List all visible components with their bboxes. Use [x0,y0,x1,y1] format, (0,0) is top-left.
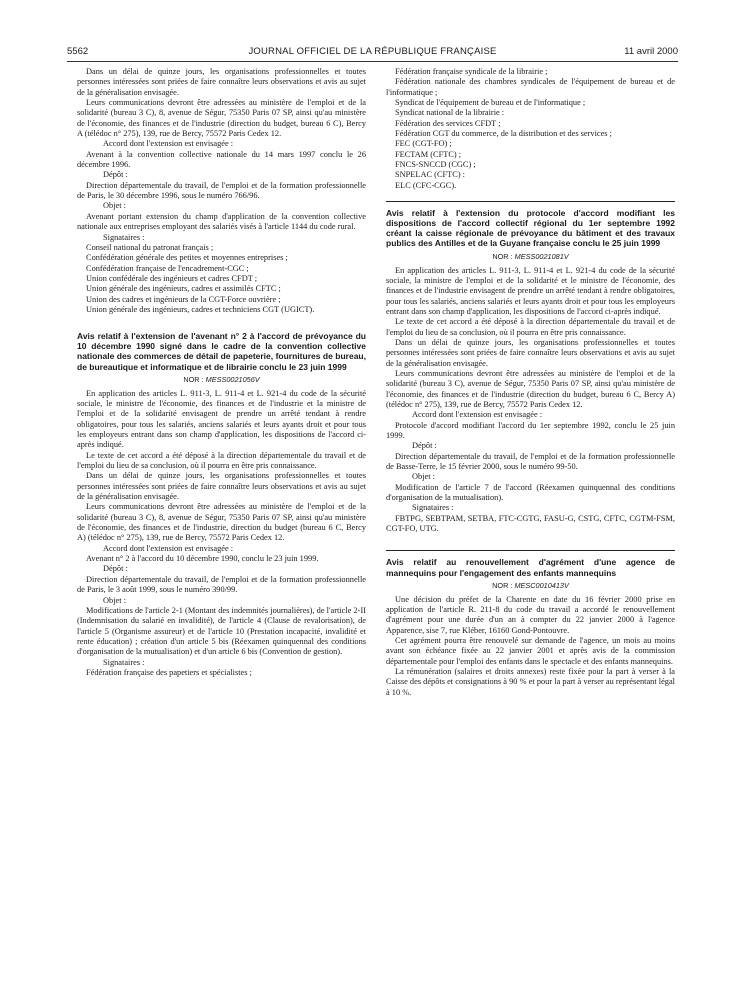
section-rule [386,201,675,202]
nor-label: NOR : [492,580,513,590]
paragraph: Modification de l'article 7 de l'accord (Réexamen quinquennal des conditions d'organisation de la mutualisation). [386,482,675,503]
nor-label: NOR : [183,374,204,384]
list-item: Union des cadres et ingénieurs de la CGT-Force ouvrière ; [86,294,281,304]
list-item: FEC (CGT-FO) ; [395,139,452,149]
nor-reference [386,252,675,262]
subheading: Signataires : [103,232,145,242]
list-item: Confédération générale des petites et moyennes entreprises ; [86,253,288,263]
nor-label: NOR : [492,251,513,261]
paragraph: La rémunération (salaires et droits annexes) reste fixée pour la part à verser à la Caisse des dépôts et consignations à 90 % et pour la part à verser au représentant légal à 10 %. [386,667,675,697]
paragraph: Dans un délai de quinze jours, les organisations professionnelles et toutes personnes intéressées sont priées de faire connaître leurs observations et avis au sujet de la généralisation envisagée. [386,337,675,368]
nor-code: MESS0021081V [514,251,569,261]
subheading: Dépôt : [412,441,437,451]
issue-date: 11 avril 2000 [624,46,678,57]
section-rule [386,550,675,551]
paragraph: Direction départementale du travail, de l'emploi et de la formation professionnelle de Basse-Terre, le 15 février 2000, sous le numéro 99-50. [386,451,675,472]
list-item: Union générale des ingénieurs, cadres et techniciens CGT (UGICT). [86,304,315,314]
paragraph: Modifications de l'article 2-1 (Montant des indemnités journalières), de l'article 2-II (Indemnisation du salarié en invalidité), de l'article 4 (Clause de revalorisation), de l'article 5 (Organisme assureur) et de l'article 10 (Prestation incapacité, invalidité et rente éducation) ; création d'un article 5 bis (Réexamen quinquennal des conditions d'organisation de la mutualisation) et d'un article 6 bis (Convention de gestion). [77,605,366,657]
paragraph: Avenant portant extension du champ d'application de la convention collective nationale aux entreprises employant des salariés visés à l'article 1144 du code rural. [77,211,366,232]
subheading: Dépôt : [103,564,128,574]
spacer [77,315,366,331]
subheading: Objet : [103,201,126,211]
paragraph: Leurs communications devront être adressées au ministère de l'emploi et de la solidarité (bureau 3 C), avenue de Ségur, 75350 Paris 07 SP, ainsi qu'au ministère de l'économie, des finances et de l'industrie (direction du budget, bureau 6 C, Bercy A) (télédoc n° 275), 139, rue de Bercy, 75572 Paris Cedex 12. [386,368,675,409]
subheading: Accord dont l'extension est envisagée : [103,543,234,553]
spacer [386,534,675,550]
list-item: Union générale des ingénieurs, cadres et assimilés CFTC ; [86,284,281,294]
list-item: FNCS-SNCCD (CGC) ; [395,160,476,170]
paragraph: Le texte de cet accord a été déposé à la direction départementale du travail et de l'emploi du lieu de sa conclusion, où il pourra en être pris connaissance. [77,450,366,471]
subheading: Accord dont l'extension est envisagée : [412,410,543,420]
notice-title: Avis relatif à l'extension de l'avenant n° 2 à l'accord de prévoyance du 10 décembre 1990 signé dans le cadre de la convention collective nationale des commerces de détail de papeterie, fournitures de bureau, de bureautique et informatique et de librairie conclu le 23 juin 1999 [77,331,366,372]
paragraph: Dans un délai de quinze jours, les organisations professionnelles et toutes personnes intéressées sont priées de faire connaître leurs observations et avis au sujet de la généralisation envisagée. [77,67,366,97]
subheading: Objet : [103,595,126,605]
subheading: Objet : [412,472,435,482]
paragraph: Avenant n° 2 à l'accord du 10 décembre 1990, conclu le 23 juin 1999. [86,554,319,564]
paragraph: Une décision du préfet de la Charente en date du 16 février 2000 prise en application de l'article R. 211-8 du code du travail a accordé le renouvellement d'agrément pour une durée d'un an à compter du 22 janvier 2000 à l'agence Apparence, sise 7, rue Kléber, 16160 Gond-Pontouvre. [386,594,675,635]
notice-title: Avis relatif à l'extension du protocole d'accord modifiant les dispositions de l'accord collectif régional du 1er septembre 1992 créant la caisse régionale de prévoyance du bâtiment et des travaux publics des Antilles et de la Guyane française conclu le 25 juin 1999 [386,208,675,249]
nor-reference [386,581,675,591]
paragraph: Direction départementale du travail, de l'emploi et de la formation professionnelle de Paris, le 30 décembre 1996, sous le numéro 766/96. [77,180,366,201]
list-item: Fédération CGT du commerce, de la distribution et des services ; [395,129,612,139]
paragraph: Protocole d'accord modifiant l'accord du 1er septembre 1992, conclu le 25 juin 1999. [386,420,675,440]
page-header [67,46,678,60]
paragraph: Fédération française des papetiers et spécialistes ; [86,667,252,677]
paragraph: Leurs communications devront être adressées au ministère de l'emploi et de la solidarité (bureau 3 C), 8, avenue de Ségur, 75350 Paris 07 SP, ainsi qu'au ministère de l'économie, des finances et de l'industrie, direction du budget (bureau 6 C, Bercy A) (télédoc n° 275), 139, rue de Bercy, 75572 Paris Cedex 12. [77,502,366,543]
paragraph: Leurs communications devront être adressées au ministère de l'emploi et de la solidarité (bureau 3 C), 8, avenue de Ségur, 75350 Paris 07 SP, ainsi qu'au ministère de l'économie, des finances et de l'industrie (direction du budget, bureau 6 C), Bercy A (télédoc n° 275), 139, rue de Bercy, 75572 Paris Cedex 12. [77,98,366,139]
list-item: FECTAM (CFTC) ; [395,149,462,159]
subheading: Signataires : [412,503,454,513]
subheading: Signataires : [103,657,145,667]
paragraph: Cet agrément pourra être renouvelé sur demande de l'agence, un mois au moins avant son échéance fixée au 22 janvier 2001 et après avis de la commission départementale pour l'emploi des enfants dans le spectacle et des enfants mannequins. [386,636,675,666]
subheading: Dépôt : [103,170,128,180]
paragraph: En application des articles L. 911-3, L. 911-4 et L. 921-4 du code de la sécurité sociale, la ministre de l'emploi et de la solidarité et le ministre de l'économie, des finances et de l'industrie envisagent de prendre un arrêté tendant à rendre obligatoires, pour tous les salariés, anciens salariés et leurs ayants droit et pour tous les employeurs entrant dans son champ d'application, les dispositions de l'accord ci-après indiqué. [386,265,675,316]
paragraph: Direction départementale du travail, de l'emploi et de la formation professionnelle de Paris, le 3 août 1999, sous le numéro 390/99. [77,574,366,595]
list-item: Syndicat de l'équipement de bureau et de l'informatique ; [395,98,586,108]
journal-title: JOURNAL OFFICIEL DE LA RÉPUBLIQUE FRANÇAISE [248,46,497,57]
paragraph: FBTPG, SEBTPAM, SETBA, FTC-CGTG, FASU-G, CSTG, CFTC, CGTM-FSM, CGT-FO, UTG. [386,513,675,534]
list-item: ELC (CFC-CGC). [395,180,457,190]
header-rule [67,61,678,62]
list-item: Fédération française syndicale de la librairie ; [395,67,548,76]
spacer [386,191,675,201]
paragraph: En application des articles L. 911-3, L. 911-4 et L. 921-4 du code de la sécurité sociale, le ministre de l'économie, des finances et de l'industrie et la ministre de l'emploi et de la solidarité envisagent de prendre un arrêté tendant à rendre obligatoires, pour tous les salariés, anciens salariés et leurs ayants droit et pour tous les employeurs entrant dans son champ d'application, les dispositions de l'accord ci-après indiqué. [77,388,366,450]
nor-code: MESS0021056V [205,374,260,384]
list-item: Fédération des services CFDT ; [395,118,501,128]
nor-reference [77,375,366,385]
page-number: 5562 [67,46,89,57]
right-column [386,67,675,698]
list-item: Conseil national du patronat français ; [86,242,214,252]
list-item: SNPELAC (CFTC) : [395,170,466,180]
nor-code: MESC0010413V [514,580,569,590]
list-item: Confédération française de l'encadrement-CGC ; [86,263,249,273]
list-item: Fédération nationale des chambres syndicales de l'équipement de bureau et de l'informatique ; [386,77,675,97]
paragraph: Dans un délai de quinze jours, les organisations professionnelles et toutes personnes intéressées sont priées de faire connaître leurs observations et avis au sujet de la généralisation envisagée. [77,471,366,502]
left-column [77,67,366,678]
list-item: Union confédérale des ingénieurs et cadres CFDT ; [86,273,258,283]
paragraph: Le texte de cet accord a été déposé à la direction départementale du travail et de l'emploi du lieu de sa conclusion, où il pourra en être pris connaissance. [386,317,675,337]
list-item: Syndicat national de la librairie : [395,108,505,118]
paragraph: Avenant à la convention collective nationale du 14 mars 1997 conclu le 26 décembre 1996. [77,149,366,170]
subheading: Accord dont l'extension est envisagée : [103,139,234,149]
notice-title: Avis relatif au renouvellement d'agrément d'une agence de mannequins pour l'engagement des enfants mannequins [386,557,675,578]
